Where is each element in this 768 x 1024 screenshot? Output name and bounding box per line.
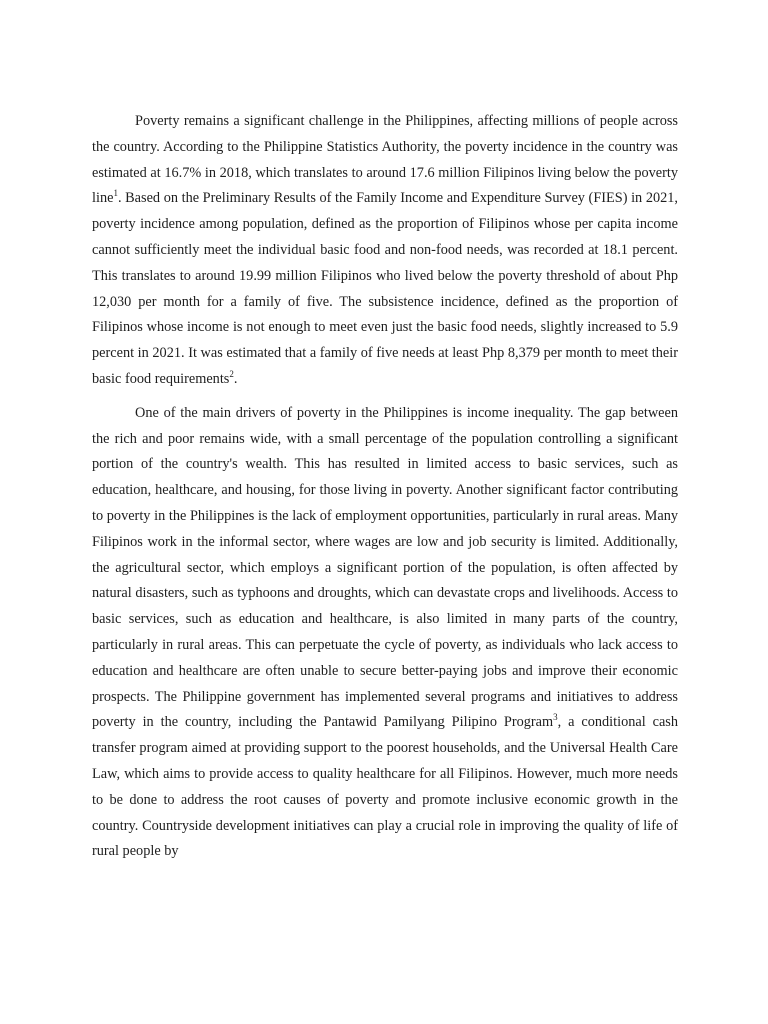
paragraph-text: . Based on the Preliminary Results of the Family Income and Expenditure Survey (FIES) in 2021, poverty incidence among population, defined as the proportion of Filipinos whose per capita income cannot sufficiently meet the individual basic food and non-food needs, was recorded at 18.1 percent. This translates to around 19.99 million Filipinos who lived below the poverty threshold of about Php 12,030 per month for a family of five. The subsistence incidence, defined as the proportion of Filipinos whose income is not enough to meet even just the basic food needs, slightly increased to 5.9 percent in 2021. It was estimated that a family of five needs at least Php 8,379 per month to meet their basic food requirements [92,190,678,387]
paragraph-text: Poverty remains a significant challenge in the Philippines, affecting millions of people across the country. According to the Philippine Statistics Authority, the poverty incidence in the country was estimated at 16.7% in 2018, which translates to around 17.6 million Filipinos living below the poverty line [92,113,678,207]
footnote-marker-1: 1 [113,188,118,199]
footnote-marker-3: 3 [553,712,558,723]
paragraph-text: , a conditional cash transfer program aimed at providing support to the poorest households, and the Universal Health Care Law, which aims to provide access to quality healthcare for all Filipinos. However, much more needs to be done to address the root causes of poverty and promote inclusive economic growth in the country. Countryside development initiatives can play a crucial role in improving the quality of life of rural people by [92,714,678,860]
body-text [92,109,678,865]
footnote-marker-2: 2 [229,368,234,379]
paragraph-text: . [233,370,238,387]
paragraph-text: One of the main drivers of poverty in the Philippines is income inequality. The gap between the rich and poor remains wide, with a small percentage of the population controlling a significant portion of the country's wealth. This has resulted in limited access to basic services, such as education, healthcare, and housing, for those living in poverty. Another significant factor contributing to poverty in the Philippines is the lack of employment opportunities, particularly in rural areas. Many Filipinos work in the informal sector, where wages are low and job security is limited. Additionally, the agricultural sector, which employs a significant portion of the population, is often affected by natural disasters, such as typhoons and droughts, which can devastate crops and livelihoods. Access to basic services, such as education and healthcare, is also limited in many parts of the country, particularly in rural areas. This can perpetuate the cycle of poverty, as individuals who lack access to education and healthcare are often unable to secure better-paying jobs and improve their economic prospects. The Philippine government has implemented several programs and initiatives to address poverty in the country, including the Pantawid Pamilyang Pilipino Program [92,404,678,731]
paragraph-poverty-drivers [92,401,678,865]
paragraph-poverty-statistics [92,109,678,393]
